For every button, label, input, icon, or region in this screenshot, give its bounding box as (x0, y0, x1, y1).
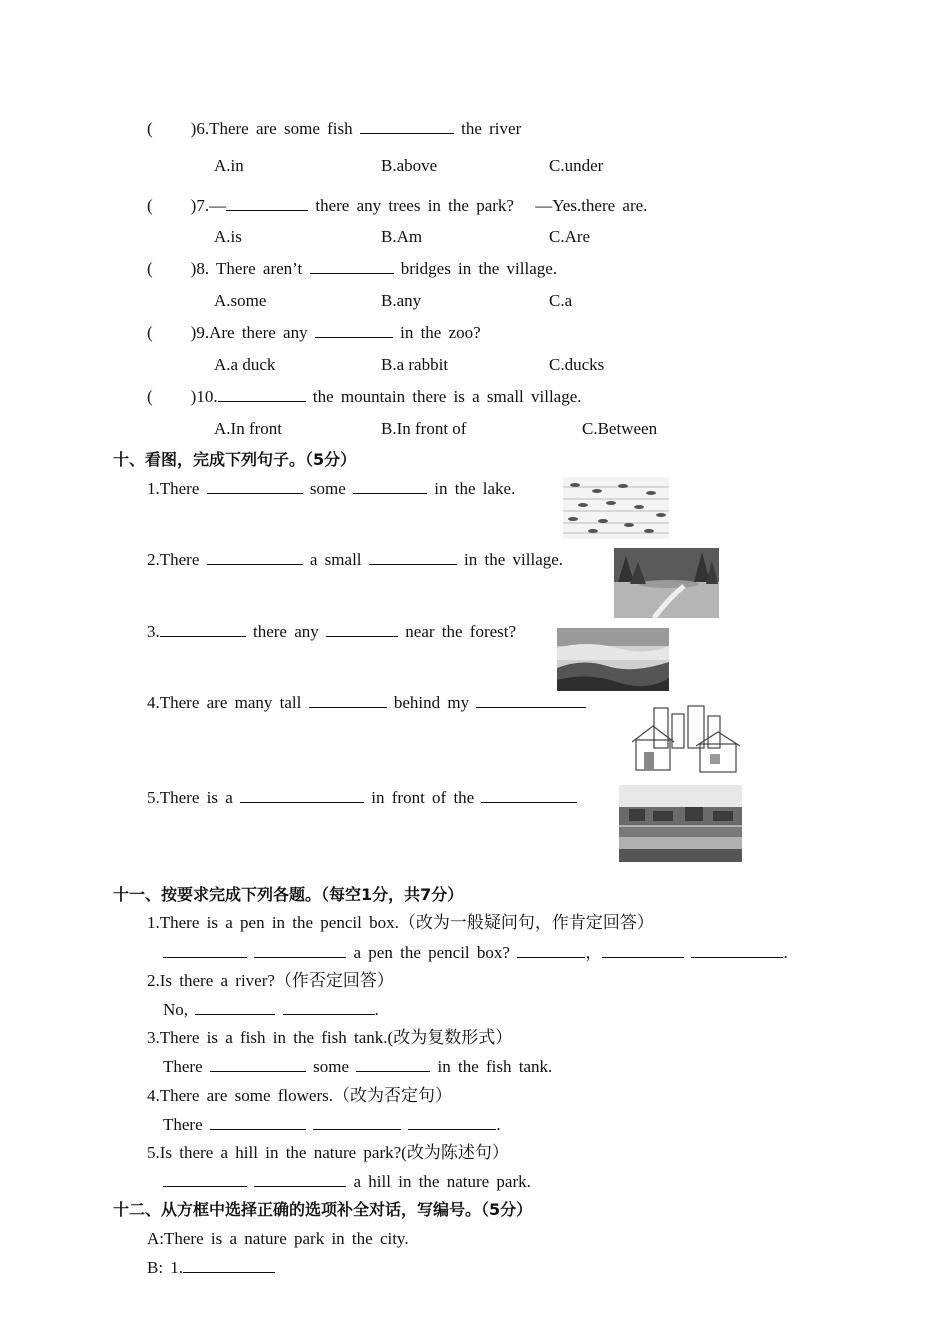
option-c: C.Between (582, 419, 658, 438)
answer-blank[interactable] (210, 1113, 306, 1130)
answer-blank[interactable] (517, 941, 585, 958)
answer-blank[interactable] (360, 117, 454, 134)
option-b: B.any (381, 291, 422, 310)
answer-blank[interactable] (369, 548, 457, 565)
village-lake-image (619, 785, 742, 862)
picture-sentence-4: 4.There are many tall behind my (147, 691, 586, 714)
option-b: B.Am (381, 227, 423, 246)
section-12-title: 十二、从方框中选择正确的选项补全对话，写编号。（5分） (113, 1200, 533, 1219)
answer-blank[interactable] (207, 477, 303, 494)
section-10-title: 十、看图，完成下列句子。（5分） (113, 450, 357, 469)
picture-sentence-2: 2.There a small in the village. (147, 550, 564, 569)
option-c: C.ducks (549, 355, 605, 374)
answer-blank[interactable] (226, 194, 308, 211)
picture-sentence-3: 3. there any near the forest? (147, 622, 517, 641)
section-11-title: 十一、按要求完成下列各题。（每空1分，共7分） (113, 885, 464, 904)
answer-blank[interactable] (408, 1113, 496, 1130)
answer-blank[interactable] (602, 941, 684, 958)
option-c: C.under (549, 156, 604, 175)
option-b: B.a rabbit (381, 355, 449, 374)
option-b: B.above (381, 156, 438, 175)
dialogue-line-b: B: 1. (147, 1256, 275, 1279)
task-5-answer: a hill in the nature park. (163, 1170, 531, 1193)
option-a: A.some (214, 291, 267, 310)
option-a: A.In front (214, 419, 282, 438)
picture-sentence-1: 1.There some in the lake. (147, 479, 516, 498)
question-8: ( )8. There aren’t bridges in the village. (147, 259, 558, 278)
option-a: A.in (214, 156, 244, 175)
answer-blank[interactable] (691, 941, 783, 958)
answer-blank[interactable] (476, 691, 586, 708)
task-4: 4.There are some flowers.（改为否定句） (147, 1086, 453, 1105)
task-1-answer: a pen the pencil box? ， . (163, 941, 788, 964)
answer-blank[interactable] (254, 941, 346, 958)
option-c: C.a (549, 291, 573, 310)
answer-blank[interactable] (481, 786, 577, 803)
answer-blank[interactable] (163, 941, 247, 958)
option-c: C.Are (549, 227, 591, 246)
task-2: 2.Is there a river?（作否定回答） (147, 971, 394, 990)
fish-lake-image (563, 477, 669, 539)
task-3-answer: There some in the fish tank. (163, 1057, 553, 1076)
answer-blank[interactable] (283, 998, 375, 1015)
task-1: 1.There is a pen in the pencil box.（改为一般疑问句，作肯定回答） (147, 913, 654, 932)
answer-blank[interactable] (210, 1055, 306, 1072)
answer-blank[interactable] (240, 786, 364, 803)
picture-sentence-5: 5.There is a in front of the (147, 786, 577, 809)
answer-blank[interactable] (353, 477, 427, 494)
option-a: A.is (214, 227, 242, 246)
answer-blank[interactable] (160, 620, 246, 637)
answer-blank[interactable] (313, 1113, 401, 1130)
question-6: ( )6.There are some fish the river (147, 119, 522, 138)
answer-blank[interactable] (315, 321, 393, 338)
option-a: A.a duck (214, 355, 276, 374)
task-5: 5.Is there a hill in the nature park?(改为陈述句） (147, 1143, 509, 1162)
answer-blank[interactable] (207, 548, 303, 565)
dialogue-line-a: A:There is a nature park in the city. (147, 1229, 409, 1248)
answer-blank[interactable] (309, 691, 387, 708)
question-7: ( )7.— there any trees in the park? —Yes.there are. (147, 196, 648, 215)
buildings-house-image (632, 704, 740, 774)
task-2-answer: No, . (163, 1000, 379, 1019)
answer-blank[interactable] (163, 1170, 247, 1187)
forest-mist-image (557, 628, 669, 691)
answer-blank[interactable] (310, 257, 394, 274)
answer-blank[interactable] (326, 620, 398, 637)
task-4-answer: There . (163, 1115, 501, 1134)
village-road-image (614, 548, 719, 618)
task-3: 3.There is a fish in the fish tank.(改为复数形式） (147, 1028, 513, 1047)
answer-blank[interactable] (254, 1170, 346, 1187)
answer-blank[interactable] (356, 1055, 430, 1072)
question-9: ( )9.Are there any in the zoo? (147, 323, 481, 342)
option-b: B.In front of (381, 419, 467, 438)
question-10: ( )10. the mountain there is a small village. (147, 387, 582, 406)
answer-blank[interactable] (183, 1256, 275, 1273)
answer-blank[interactable] (195, 998, 275, 1015)
answer-blank[interactable] (218, 385, 306, 402)
